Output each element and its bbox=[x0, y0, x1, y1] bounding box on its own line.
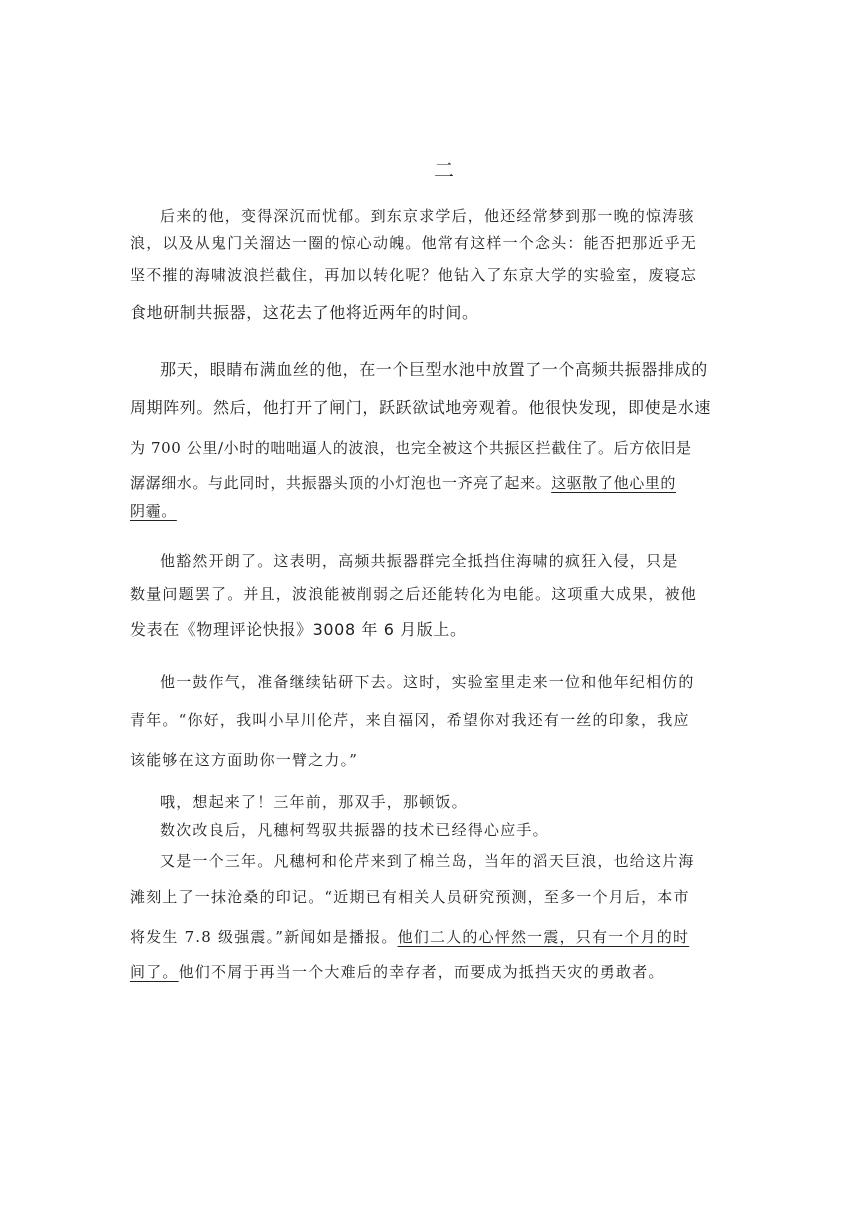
underlined-text: 他们二人的心怦然一震，只有一个月的时 bbox=[397, 928, 690, 946]
paragraph-line: 为 700 公里/小时的咄咄逼人的波浪，也完全被这个共振区拦截住了。后方依旧是 bbox=[130, 439, 692, 457]
paragraph-text: 他们不屑于再当一个大难后的幸存者，而要成为抵挡天灾的勇敢者。 bbox=[178, 963, 665, 981]
paragraph-line: 坚不摧的海啸波浪拦截住，再加以转化呢？他钻入了东京大学的实验室，废寝忘 bbox=[130, 266, 698, 284]
paragraph-line: 食地研制共振器，这花去了他将近两年的时间。 bbox=[130, 303, 479, 322]
paragraph-7 bbox=[130, 845, 730, 987]
underlined-text: 间了。 bbox=[130, 963, 179, 981]
paragraph-line: 他豁然开朗了。这表明，高频共振器群完全抵挡住海啸的疯狂入侵，只是 bbox=[160, 552, 679, 570]
paragraph-line: 他一鼓作气，准备继续钻研下去。这时，实验室里走来一位和他年纪相仿的 bbox=[160, 673, 695, 691]
paragraph-line: 浪，以及从鬼门关溜达一圈的惊心动魄。他常有这样一个念头：能否把那近乎无 bbox=[130, 234, 698, 252]
paragraph-3 bbox=[130, 546, 730, 648]
paragraph-6 bbox=[130, 816, 730, 844]
paragraph-line: 周期阵列。然后，他打开了闸门，跃跃欲试地旁观着。他很快发现，即使是水速 bbox=[130, 398, 712, 417]
paragraph-text: 潺潺细水。与此同时，共振器头顶的小灯泡也一齐亮了起来。 bbox=[130, 474, 552, 492]
paragraph-line: 后来的他，变得深沉而忧郁。到东京求学后，他还经常梦到那一晚的惊涛骇 bbox=[160, 207, 695, 225]
paragraph-line: 滩刻上了一抹沧桑的印记。“近期已有相关人员研究预测，至多一个月后，本市 bbox=[130, 888, 690, 906]
underlined-text: 这驱散了他心里的 bbox=[551, 474, 677, 492]
paragraph-5 bbox=[130, 788, 730, 816]
paragraph-1 bbox=[130, 203, 730, 333]
paragraph-line: 那天，眼睛布满血丝的他，在一个巨型水池中放置了一个高频共振器排成的 bbox=[160, 360, 708, 379]
paragraph-line: 又是一个三年。凡穗柯和伦芹来到了棉兰岛，当年的滔天巨浪，也给这片海 bbox=[160, 852, 695, 870]
paragraph-line: 数次改良后，凡穗柯驾驭共振器的技术已经得心应手。 bbox=[160, 821, 549, 839]
paragraph-line: 哦，想起来了！三年前，那双手，那顿饭。 bbox=[160, 793, 468, 811]
underlined-text: 阴霾。 bbox=[130, 502, 177, 520]
section-heading: 二 bbox=[434, 158, 454, 182]
paragraph-line: 该能够在这方面助你一臂之力。” bbox=[130, 751, 359, 769]
paragraph-line bbox=[130, 917, 730, 957]
paragraph-line bbox=[130, 468, 730, 498]
paragraph-2 bbox=[130, 352, 730, 524]
paragraph-line bbox=[130, 957, 730, 987]
paragraph-line: 青年。“你好，我叫小早川伦芹，来自福冈，希望你对我还有一丝的印象，我应 bbox=[130, 711, 690, 729]
paragraph-text: 将发生 7.8 级强震。”新闻如是播报。 bbox=[130, 928, 398, 946]
paragraph-line: 发表在《物理评论快报》3008 年 6 月版上。 bbox=[130, 620, 467, 639]
paragraph-line: 数量问题罢了。并且，波浪能被削弱之后还能转化为电能。这项重大成果，被他 bbox=[130, 585, 698, 603]
paragraph-4 bbox=[130, 665, 730, 780]
